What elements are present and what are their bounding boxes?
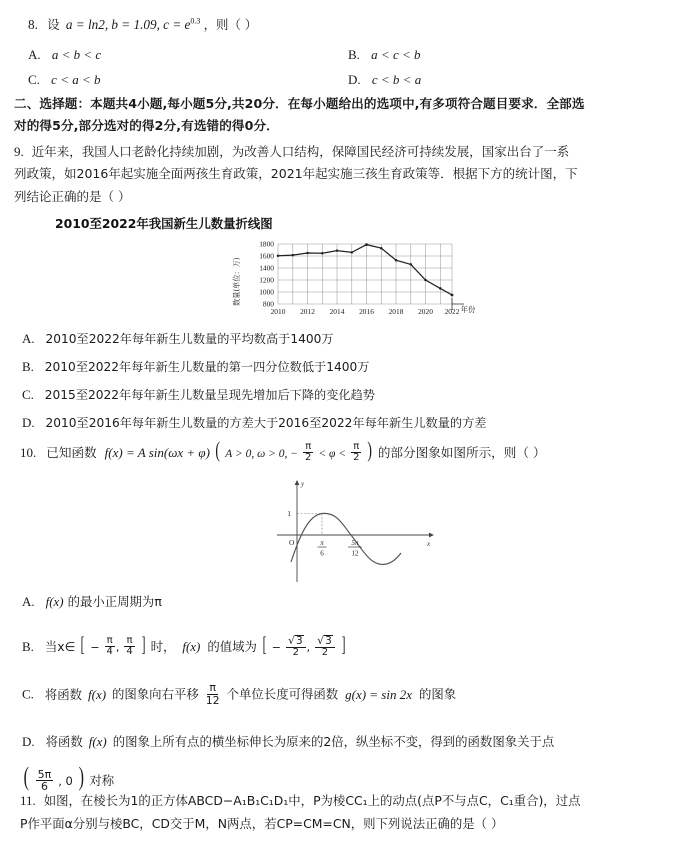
option-a-function: f(x) bbox=[45, 594, 64, 609]
question-10-function: f(x) = A sin(ωx + φ) bbox=[104, 445, 210, 460]
y-axis-arrow-icon bbox=[295, 480, 300, 485]
question-8-stem-suffix: ，则（ ） bbox=[203, 17, 258, 32]
svg-text:12: 12 bbox=[351, 549, 359, 558]
question-9-line-2: 列政策，如2016年起实施全面两孩生育政策，2021年起实施三孩生育政策等．根据下方的统计图，下 bbox=[14, 166, 578, 182]
question-8-stem-math: a = ln2, b = 1.09, c = e bbox=[65, 17, 191, 32]
svg-text:5π: 5π bbox=[351, 539, 359, 547]
question-10-option-d[interactable] bbox=[22, 731, 682, 794]
chart-data-markers bbox=[277, 243, 454, 296]
option-a-text: 的最小正周期为π bbox=[67, 594, 162, 609]
svg-text:2010: 2010 bbox=[270, 307, 286, 316]
fraction-numerator: π bbox=[106, 634, 113, 646]
svg-text:2018: 2018 bbox=[388, 307, 404, 316]
svg-text:800: 800 bbox=[262, 299, 274, 309]
option-a-label: A. bbox=[22, 331, 35, 346]
option-c-text-post: 个单位长度可得函数 bbox=[226, 686, 339, 702]
option-c-shift-fraction bbox=[204, 682, 222, 706]
option-c-text: 2015至2022年每年新生儿数量呈现先增加后下降的变化趋势 bbox=[44, 388, 375, 402]
fraction-denominator: 4 bbox=[106, 646, 113, 657]
chart-y-axis-label: 数量(单位：万) bbox=[232, 257, 241, 306]
option-d-text-mid: 的图象上所有点的横坐标伸长为原来的2倍，纵坐标不变，得到的函数图象关于点 bbox=[112, 734, 555, 750]
option-c-label: C. bbox=[28, 72, 40, 88]
option-d-label: D. bbox=[22, 734, 35, 750]
fraction-numerator: π bbox=[353, 440, 360, 452]
option-d-label: D. bbox=[348, 72, 361, 88]
question-10-stem bbox=[20, 437, 680, 464]
chart-svg bbox=[230, 236, 480, 324]
svg-text:6: 6 bbox=[320, 549, 324, 558]
question-10-stem-b: 的部分图象如图所示，则（ ） bbox=[377, 445, 546, 460]
svg-text:2022: 2022 bbox=[444, 307, 460, 316]
question-10-option-a[interactable] bbox=[22, 592, 682, 610]
question-10-option-b[interactable]: B. 当x∈ [ − $\frac{\pi}{4}$ , $\frac{\pi}{4}$ ] 时， f(x) 的值域为 [ − √ 3 2 , √ 3 2 ] bbox=[22, 632, 346, 658]
fraction-numerator: π bbox=[126, 634, 133, 646]
right-paren-icon: ) bbox=[78, 762, 84, 792]
section-2-header bbox=[14, 93, 680, 136]
option-d-function: f(x) bbox=[88, 734, 107, 750]
question-9-option-b[interactable] bbox=[22, 358, 682, 375]
question-9-number: 9. bbox=[14, 144, 24, 159]
fraction-numerator: π bbox=[305, 440, 312, 452]
fraction-denominator: 2 bbox=[353, 452, 360, 463]
sine-peak-value-label: 1 bbox=[287, 509, 291, 518]
chart-title: 2010至2022年我国新生儿数量折线图 bbox=[55, 216, 273, 231]
option-d-label: D. bbox=[22, 415, 35, 430]
option-b-text: 2010至2022年每年新生儿数量的第一四分位数低于1400万 bbox=[44, 360, 370, 374]
svg-text:2014: 2014 bbox=[329, 307, 345, 316]
question-9-text-1: 近年来，我国人口老龄化持续加剧，为改善人口结构，保障国民经济可持续发展，国家出台了一系 bbox=[31, 144, 570, 159]
fraction-denominator: 2 bbox=[292, 646, 299, 658]
question-9-line-3: 列结论正确的是（ ） bbox=[14, 188, 131, 204]
option-b-text-pre: 当x∈ bbox=[44, 639, 76, 654]
option-c-text: c < a < b bbox=[51, 72, 101, 88]
chart-x-axis-label: 年份 bbox=[460, 305, 476, 314]
chart-data-line bbox=[278, 245, 452, 295]
option-c-g-function: g(x) = sin 2x bbox=[345, 686, 413, 702]
option-a-text: a < b < c bbox=[51, 47, 102, 63]
sine-origin-label: O bbox=[289, 538, 295, 547]
question-10-condition-mid: < φ < bbox=[318, 448, 347, 460]
question-11-line-1 bbox=[20, 790, 682, 813]
svg-text:2012: 2012 bbox=[300, 307, 315, 316]
svg-text:1400: 1400 bbox=[259, 263, 274, 273]
option-b-label: B. bbox=[348, 47, 360, 63]
option-d-text-end: 对称 bbox=[89, 773, 115, 789]
option-a-text: 2010至2022年每年新生儿数量的平均数高于1400万 bbox=[45, 332, 334, 346]
question-8-exponent: 0.3 bbox=[190, 16, 201, 26]
chart-x-ticks bbox=[271, 307, 460, 316]
x-axis-arrow-icon bbox=[429, 533, 434, 538]
sine-y-axis-label: y bbox=[301, 480, 305, 488]
section-2-line-1: 二、选择题：本题共4小题,每小题5分,共20分．在每小题给出的选项中,有多项符合题目要求．全部选 bbox=[14, 96, 585, 111]
option-b-range-low bbox=[286, 635, 306, 658]
bracket-close-icon: ] bbox=[141, 632, 146, 656]
option-b-range-high bbox=[315, 635, 335, 658]
svg-text:2016: 2016 bbox=[359, 307, 374, 316]
question-9-options bbox=[22, 330, 682, 442]
fraction-numerator: π bbox=[209, 681, 216, 695]
bracket-close-icon-2: ] bbox=[341, 632, 346, 656]
question-8 bbox=[28, 14, 668, 97]
question-8-option-c[interactable] bbox=[28, 72, 348, 88]
svg-text:π: π bbox=[320, 539, 324, 547]
question-8-option-d[interactable] bbox=[348, 72, 668, 88]
fraction-numerator: √ 3 bbox=[286, 635, 306, 648]
question-8-option-b[interactable] bbox=[348, 47, 668, 63]
option-d-text: c < b < a bbox=[371, 72, 422, 88]
question-11-text-1: 如图，在棱长为1的正方体ABCD−A₁B₁C₁D₁中，P为棱CC₁上的动点(点P不与点C，C₁重合)，过点 bbox=[43, 793, 581, 808]
chart-figure bbox=[230, 236, 480, 324]
condition-fraction-right bbox=[351, 442, 361, 464]
option-c-label: C. bbox=[22, 387, 34, 402]
question-10-stem-a: 已知函数 bbox=[46, 445, 97, 460]
section-2-line-2: 对的得5分,部分选对的得2分,有选错的得0分． bbox=[14, 117, 279, 133]
fraction-denominator: 4 bbox=[126, 646, 133, 657]
svg-text:1800: 1800 bbox=[259, 239, 274, 249]
fraction-denominator: 12 bbox=[205, 693, 220, 707]
question-11-number: 11. bbox=[20, 793, 36, 808]
option-b-interval-high bbox=[124, 636, 134, 658]
option-c-function: f(x) bbox=[88, 686, 107, 702]
option-d-point-y: , 0 bbox=[58, 774, 73, 789]
option-d-point-fraction bbox=[36, 769, 54, 793]
option-d-text: 2010至2016年每年新生儿数量的方差大于2016至2022年每年新生儿数量的方差 bbox=[45, 416, 487, 430]
fraction-denominator: 2 bbox=[305, 452, 312, 463]
question-8-stem bbox=[28, 14, 668, 35]
newborn-line-chart bbox=[55, 214, 485, 324]
option-b-text-mid: 时， bbox=[150, 639, 176, 654]
option-c-text-pre: 将函数 bbox=[44, 686, 83, 702]
option-d-second-line bbox=[22, 762, 682, 793]
svg-text:1000: 1000 bbox=[259, 287, 274, 297]
question-10-options bbox=[22, 592, 682, 803]
sine-function-figure bbox=[255, 478, 455, 590]
question-10 bbox=[20, 437, 680, 464]
question-9-line-1 bbox=[14, 140, 680, 163]
option-b-text-mid2: 的值域为 bbox=[207, 639, 257, 654]
sine-xtick-5pi-over-12 bbox=[348, 539, 362, 558]
left-paren-icon: ( bbox=[215, 437, 220, 462]
question-11-line-2: P作平面α分别与棱BC，CD交于M，N两点，若CP=CM=CN，则下列说法正确的是（ ） bbox=[20, 815, 504, 831]
svg-text:2020: 2020 bbox=[418, 307, 433, 316]
option-b-function: f(x) bbox=[182, 639, 201, 654]
question-11 bbox=[20, 790, 682, 834]
sine-x-axis-label: x bbox=[427, 540, 431, 548]
question-9-option-d[interactable] bbox=[22, 414, 682, 431]
question-8-option-a[interactable] bbox=[28, 47, 348, 63]
question-8-number: 8. bbox=[28, 17, 38, 32]
option-c-text-mid: 的图象向右平移 bbox=[112, 686, 199, 702]
question-9-option-a[interactable] bbox=[22, 330, 682, 347]
question-8-stem-prefix: 设 bbox=[47, 17, 60, 32]
option-a-label: A. bbox=[28, 47, 41, 63]
question-10-option-c[interactable] bbox=[22, 683, 682, 707]
sine-xtick-pi-over-6 bbox=[318, 539, 327, 558]
fraction-denominator: 2 bbox=[321, 646, 329, 658]
option-d-text-pre: 将函数 bbox=[45, 734, 83, 750]
option-b-interval-low bbox=[104, 636, 114, 658]
bracket-open-icon: [ bbox=[80, 632, 85, 656]
fraction-numerator: √ 3 bbox=[315, 635, 335, 648]
question-9-option-c[interactable] bbox=[22, 386, 682, 403]
condition-fraction-left bbox=[303, 442, 313, 464]
question-9 bbox=[14, 140, 680, 208]
left-paren-icon: ( bbox=[23, 762, 30, 792]
chart-y-ticks bbox=[259, 240, 274, 309]
option-b-text: a < c < b bbox=[371, 47, 421, 63]
option-b-label: B. bbox=[22, 639, 34, 654]
option-c-label: C. bbox=[22, 686, 34, 702]
fraction-numerator: 5π bbox=[37, 767, 52, 781]
option-a-label: A. bbox=[22, 594, 35, 609]
sine-curve bbox=[291, 513, 401, 564]
question-10-condition: A > 0, ω > 0, − bbox=[225, 448, 299, 460]
option-c-text-end: 的图象 bbox=[418, 686, 457, 702]
svg-text:1200: 1200 bbox=[259, 275, 274, 285]
right-paren-icon: ) bbox=[367, 437, 373, 462]
bracket-open-icon-2: [ bbox=[262, 632, 267, 656]
svg-text:1600: 1600 bbox=[259, 251, 274, 261]
sine-svg bbox=[255, 478, 455, 590]
question-10-number: 10. bbox=[20, 445, 37, 460]
option-b-label: B. bbox=[22, 359, 34, 374]
fraction-denominator: 6 bbox=[40, 780, 48, 794]
